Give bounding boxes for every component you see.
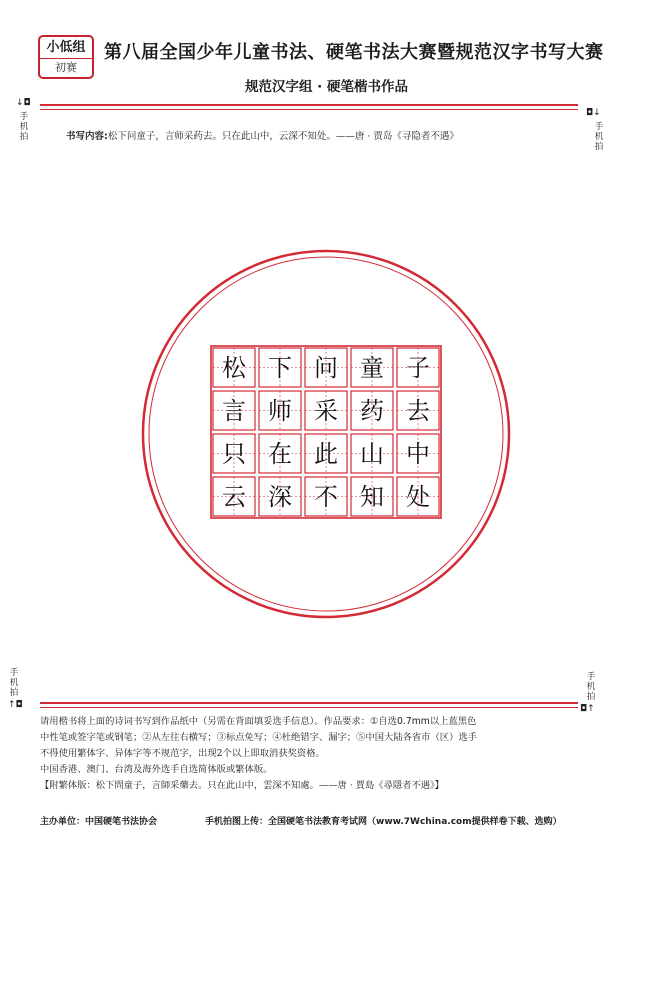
instruction-line: 请用楷书将上面的诗词书写到作品纸中（另需在背面填妥选手信息）。作品要求：①自选0.7mm以上蓝黑色: [40, 716, 477, 727]
grid-character: 深: [268, 483, 292, 511]
page-subtitle: 规范汉字组 · 硬笔楷书作品: [244, 79, 409, 95]
side-label-top-left: 手机拍: [19, 112, 29, 142]
grid-character: 去: [406, 397, 430, 425]
grid-character: 药: [360, 397, 384, 425]
grid-character: 不: [314, 483, 338, 511]
grid-character: 问: [314, 354, 338, 382]
camera-arrow-icon: ↑◘: [8, 700, 23, 710]
grid-character: 童: [360, 354, 384, 382]
grid-character: 子: [406, 354, 430, 382]
bottom-rule-thin: [40, 707, 578, 708]
camera-arrow-icon: ◘↓: [586, 108, 601, 118]
top-rule-thin: [40, 109, 578, 110]
instruction-line: 不得使用繁体字、异体字等不规范字，出现2个以上即取消获奖资格。: [40, 748, 325, 759]
instruction-line: 中性笔或签字笔或钢笔；②从左往右横写；③标点免写；④杜绝错字、漏字；⑤中国大陆各省市（区）选手: [40, 732, 477, 743]
grid-character: 在: [268, 440, 292, 468]
grid-character: 此: [314, 440, 338, 468]
grid-character: 师: [268, 397, 292, 425]
grid-character: 只: [222, 440, 246, 468]
upload-info: 手机拍图上传：全国硬笔书法教育考试网（www.7Wchina.com提供样卷下载、选购）: [205, 817, 562, 827]
content-text: 松下问童子，言师采药去。只在此山中，云深不知处。——唐 · 贾岛《寻隐者不遇》: [107, 131, 459, 142]
writing-grid: [140, 248, 512, 620]
side-label-top-right: 手机拍: [594, 122, 604, 152]
grid-character: 处: [406, 483, 430, 511]
grid-character: 言: [222, 397, 246, 425]
grid-character: 云: [222, 483, 246, 511]
camera-arrow-icon: ◘↑: [580, 704, 595, 714]
content-line: [66, 128, 606, 142]
grid-character: 山: [360, 440, 384, 468]
top-rule: [40, 104, 578, 106]
page-title: 第八届全国少年儿童书法、硬笔书法大赛暨规范汉字书写大赛: [104, 42, 604, 63]
group-badge: [38, 35, 94, 79]
camera-arrow-icon: ↓◘: [16, 98, 31, 108]
grid-character: 松: [222, 354, 246, 382]
grid-character: 下: [268, 354, 292, 382]
round-label: 初赛: [55, 61, 77, 74]
instruction-line: 中国香港、澳门、台湾及海外选手自选简体版或繁体版。: [40, 764, 273, 775]
side-label-bottom-right: 手机拍: [586, 672, 596, 702]
grid-character: 中: [406, 440, 430, 468]
content-label: 书写内容:: [66, 131, 108, 142]
bottom-rule: [40, 702, 578, 704]
instructions: [40, 714, 615, 794]
grid-character: 知: [360, 483, 384, 511]
grid-character: 采: [314, 397, 338, 425]
organizer: 主办单位：中国硬笔书法协会: [40, 817, 158, 827]
instruction-line: 【附繁体版：松下問童子，言師采藥去。只在此山中，雲深不知處。——唐 · 賈島《尋隱者不遇》】: [40, 780, 444, 791]
side-label-bottom-left: 手机拍: [9, 668, 19, 698]
group-label: 小低组: [40, 37, 92, 59]
